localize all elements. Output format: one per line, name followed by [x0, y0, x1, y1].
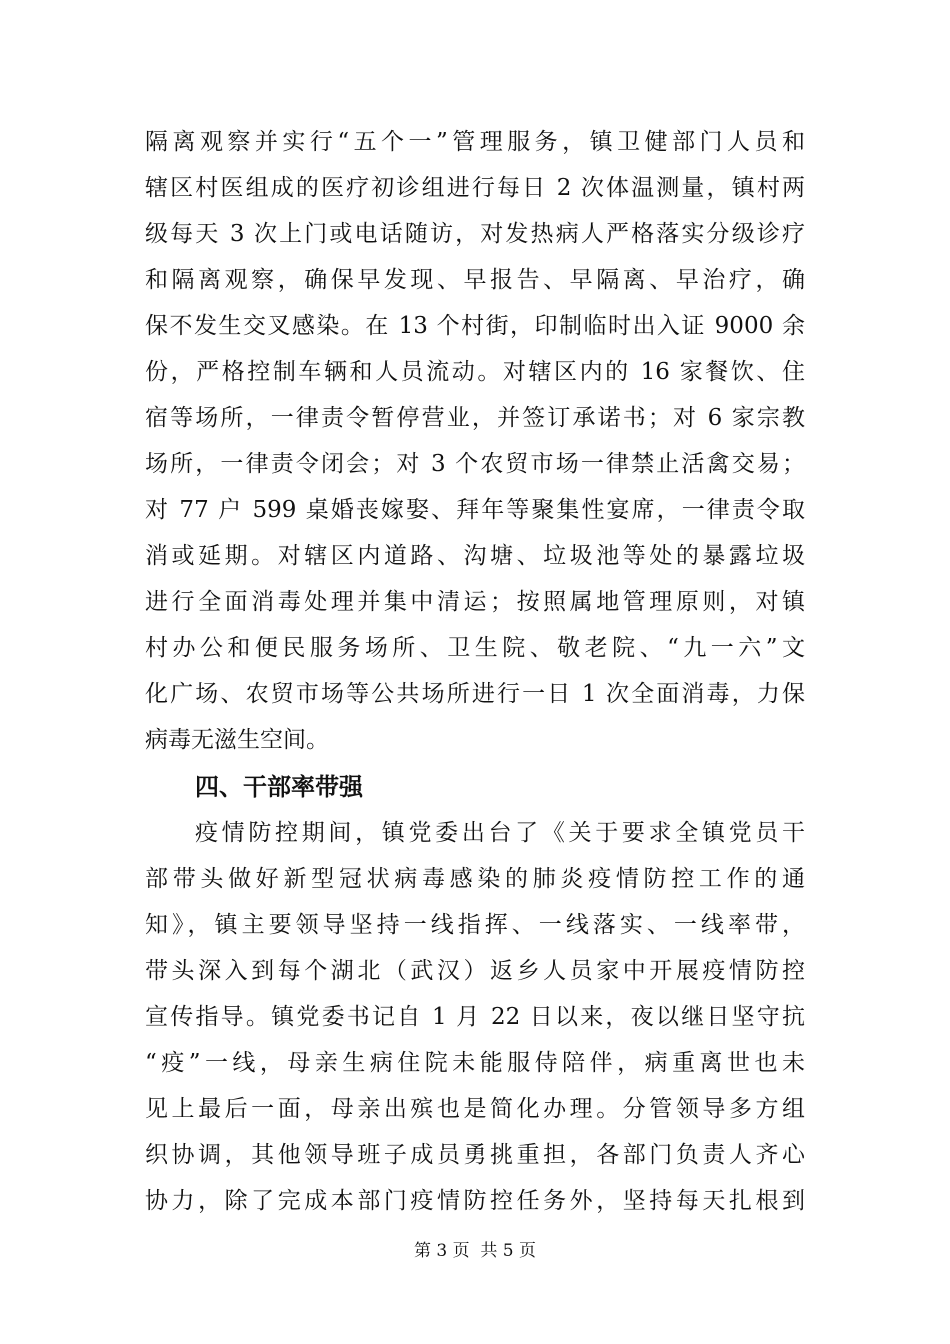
paragraph-line: 病毒无滋生空间。	[145, 727, 329, 753]
paragraph-line: 保不发生交叉感染。在 13 个村街，印制临时出入证 9000 余	[145, 313, 805, 339]
paragraph-line: 份，严格控制车辆和人员流动。对辖区内的 16 家餐饮、住	[145, 359, 805, 385]
paragraph-line: 村办公和便民服务场所、卫生院、敬老院、“九一六”文	[145, 635, 805, 661]
paragraph-line: 部带头做好新型冠状病毒感染的肺炎疫情防控工作的通	[145, 866, 805, 892]
paragraph-line: 消或延期。对辖区内道路、沟塘、垃圾池等处的暴露垃圾	[145, 543, 805, 569]
paragraph-line: 宿等场所，一律责令暂停营业，并签订承诺书；对 6 家宗教	[145, 405, 805, 431]
paragraph-line: 化广场、农贸市场等公共场所进行一日 1 次全面消毒，力保	[145, 681, 805, 707]
paragraph-line: 见上最后一面，母亲出殡也是简化办理。分管领导多方组	[145, 1096, 805, 1122]
paragraph-line: 辖区村医组成的医疗初诊组进行每日 2 次体温测量，镇村两	[145, 175, 805, 201]
paragraph-line: 进行全面消毒处理并集中清运；按照属地管理原则，对镇	[145, 589, 805, 615]
paragraph-line: 疫情防控期间，镇党委出台了《关于要求全镇党员干	[195, 820, 805, 846]
paragraph-line: 级每天 3 次上门或电话随访，对发热病人严格落实分级诊疗	[145, 221, 805, 247]
paragraph-line: 和隔离观察，确保早发现、早报告、早隔离、早治疗，确	[145, 267, 805, 293]
paragraph-line: 场所，一律责令闭会；对 3 个农贸市场一律禁止活禽交易；	[145, 451, 805, 477]
paragraph-line: “疫”一线，母亲生病住院未能服侍陪伴，病重离世也未	[145, 1050, 805, 1076]
paragraph-line: 隔离观察并实行“五个一”管理服务，镇卫健部门人员和	[145, 129, 805, 155]
paragraph-line: 带头深入到每个湖北（武汉）返乡人员家中开展疫情防控	[145, 958, 805, 984]
paragraph-line: 对 77 户 599 桌婚丧嫁娶、拜年等聚集性宴席，一律责令取	[145, 497, 805, 523]
paragraph-line: 织协调，其他领导班子成员勇挑重担，各部门负责人齐心	[145, 1142, 805, 1168]
section-heading: 四、干部率带强	[195, 773, 363, 801]
paragraph-line: 协力，除了完成本部门疫情防控任务外，坚持每天扎根到	[145, 1188, 805, 1214]
page-number-footer: 第 3 页 共 5 页	[413, 1241, 537, 1261]
paragraph-line: 宣传指导。镇党委书记自 1 月 22 日以来，夜以继日坚守抗	[145, 1004, 805, 1030]
paragraph-line: 知》，镇主要领导坚持一线指挥、一线落实、一线率带，	[145, 912, 805, 938]
